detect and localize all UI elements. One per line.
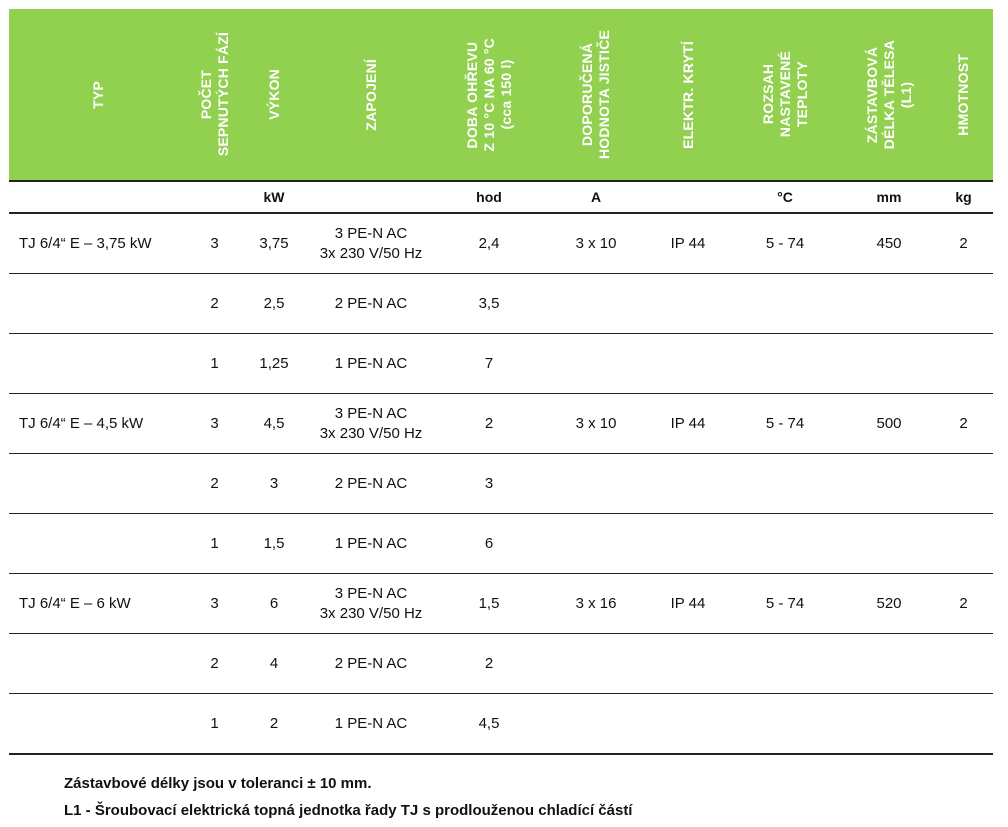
table-cell [542,274,650,334]
table-cell [726,634,844,694]
table-cell: 4,5 [242,394,306,454]
table-cell: 2 PE-N AC [306,634,436,694]
table-cell: IP 44 [650,574,726,634]
table-cell [726,514,844,574]
unit-cell: hod [436,181,542,213]
header-jistic: DOPORUČENÁ HODNOTA JISTIČE [542,9,650,181]
table-cell: 5 - 74 [726,394,844,454]
table-cell [934,514,993,574]
type-cell [9,274,187,334]
table-cell [726,274,844,334]
table-cell: 5 - 74 [726,213,844,274]
table-cell [650,454,726,514]
table-cell: 2 PE-N AC [306,274,436,334]
header-row [9,9,993,181]
table-cell: 3 x 10 [542,394,650,454]
table-cell [542,514,650,574]
note-l1: L1 - Šroubovací elektrická topná jednotka řady TJ s prodlouženou chladící částí [64,802,633,819]
table-cell: 3 [187,213,242,274]
table-row [9,634,993,694]
table-cell: 2 [436,394,542,454]
type-cell [9,634,187,694]
table-cell [934,454,993,514]
table-cell [844,274,934,334]
table-row [9,694,993,755]
table-cell: 1,25 [242,334,306,394]
table-cell: 3 [242,454,306,514]
table-cell [844,334,934,394]
table-cell: 7 [436,334,542,394]
table-cell [726,334,844,394]
table-cell [542,634,650,694]
table-cell [934,334,993,394]
type-cell: TJ 6/4“ E – 4,5 kW [9,394,187,454]
table-cell: 2 [187,454,242,514]
header-hmotnost: HMOTNOST [934,9,993,181]
unit-cell: kW [242,181,306,213]
table-cell [726,694,844,755]
table-cell [934,694,993,755]
table-cell: 4,5 [436,694,542,755]
unit-cell: A [542,181,650,213]
type-cell: TJ 6/4“ E – 3,75 kW [9,213,187,274]
table-cell: 450 [844,213,934,274]
unit-cell [306,181,436,213]
table-row [9,514,993,574]
table-cell [844,694,934,755]
table-cell: 2,4 [436,213,542,274]
header-typ: TYP [9,9,187,181]
table-cell [726,454,844,514]
unit-cell: °C [726,181,844,213]
table-cell: 6 [436,514,542,574]
header-zapojeni: ZAPOJENÍ [306,9,436,181]
table-cell: 2 [934,213,993,274]
type-cell [9,514,187,574]
table-cell [650,694,726,755]
table-cell [650,514,726,574]
table-row [9,394,993,454]
table-row [9,334,993,394]
type-cell [9,334,187,394]
table-cell: 2 [934,394,993,454]
unit-cell [650,181,726,213]
table-cell: 3 [436,454,542,514]
table-cell [844,454,934,514]
table-cell: 2 [187,634,242,694]
note-tolerance: Zástavbové délky jsou v toleranci ± 10 mm. [64,775,372,792]
table-cell: 1 [187,694,242,755]
table-cell: 2 [934,574,993,634]
table-cell [650,334,726,394]
table-body [9,213,993,754]
table-cell: 2 PE-N AC [306,454,436,514]
table-cell: 1 PE-N AC [306,694,436,755]
type-cell [9,694,187,755]
table-cell: 1 PE-N AC [306,334,436,394]
table-cell: 1,5 [242,514,306,574]
header-pocet-faz: POČET SEPNUTÝCH FÁZÍ [187,9,242,181]
table-cell: 3 [187,574,242,634]
table-cell: 3 x 10 [542,213,650,274]
table-cell: 4 [242,634,306,694]
table-cell: 1 PE-N AC [306,514,436,574]
table-cell: 2 [242,694,306,755]
table-row [9,213,993,274]
table-cell [542,334,650,394]
table-cell: 1 [187,514,242,574]
header-rozsah-teploty: ROZSAH NASTAVENÉ TEPLOTY [726,9,844,181]
units-row [9,181,993,213]
table-cell: 2 [436,634,542,694]
header-doba-ohrevu: DOBA OHŘEVU Z 10 °C NA 60 °C (cca 150 l) [436,9,542,181]
table-cell [934,274,993,334]
table-cell: IP 44 [650,394,726,454]
table-cell: 1 [187,334,242,394]
unit-cell [9,181,187,213]
table-cell: 3 x 16 [542,574,650,634]
table-row [9,574,993,634]
header-zastavbova-delka: ZÁSTAVBOVÁ DÉLKA TĚLESA (L1) [844,9,934,181]
table-cell [650,274,726,334]
unit-cell: mm [844,181,934,213]
table-cell: 5 - 74 [726,574,844,634]
notes [64,770,632,824]
table-cell: 3,5 [436,274,542,334]
unit-cell [187,181,242,213]
unit-cell: kg [934,181,993,213]
table-cell: 3 PE-N AC 3x 230 V/50 Hz [306,394,436,454]
table-cell [844,634,934,694]
table-cell: IP 44 [650,213,726,274]
header-kryti: ELEKTR. KRYTÍ [650,9,726,181]
table-cell: 2 [187,274,242,334]
table-cell [542,454,650,514]
table-cell: 3 PE-N AC 3x 230 V/50 Hz [306,574,436,634]
table-cell: 3,75 [242,213,306,274]
table-cell [650,634,726,694]
type-cell [9,454,187,514]
table-cell: 3 PE-N AC 3x 230 V/50 Hz [306,213,436,274]
table-cell [542,694,650,755]
table-cell [934,634,993,694]
type-cell: TJ 6/4“ E – 6 kW [9,574,187,634]
table-cell: 500 [844,394,934,454]
header-vykon: VÝKON [242,9,306,181]
table-cell [844,514,934,574]
table-row [9,454,993,514]
table-cell: 6 [242,574,306,634]
table-cell: 2,5 [242,274,306,334]
table-cell: 1,5 [436,574,542,634]
table-cell: 3 [187,394,242,454]
spec-table [9,9,993,755]
table-cell: 520 [844,574,934,634]
table-row [9,274,993,334]
